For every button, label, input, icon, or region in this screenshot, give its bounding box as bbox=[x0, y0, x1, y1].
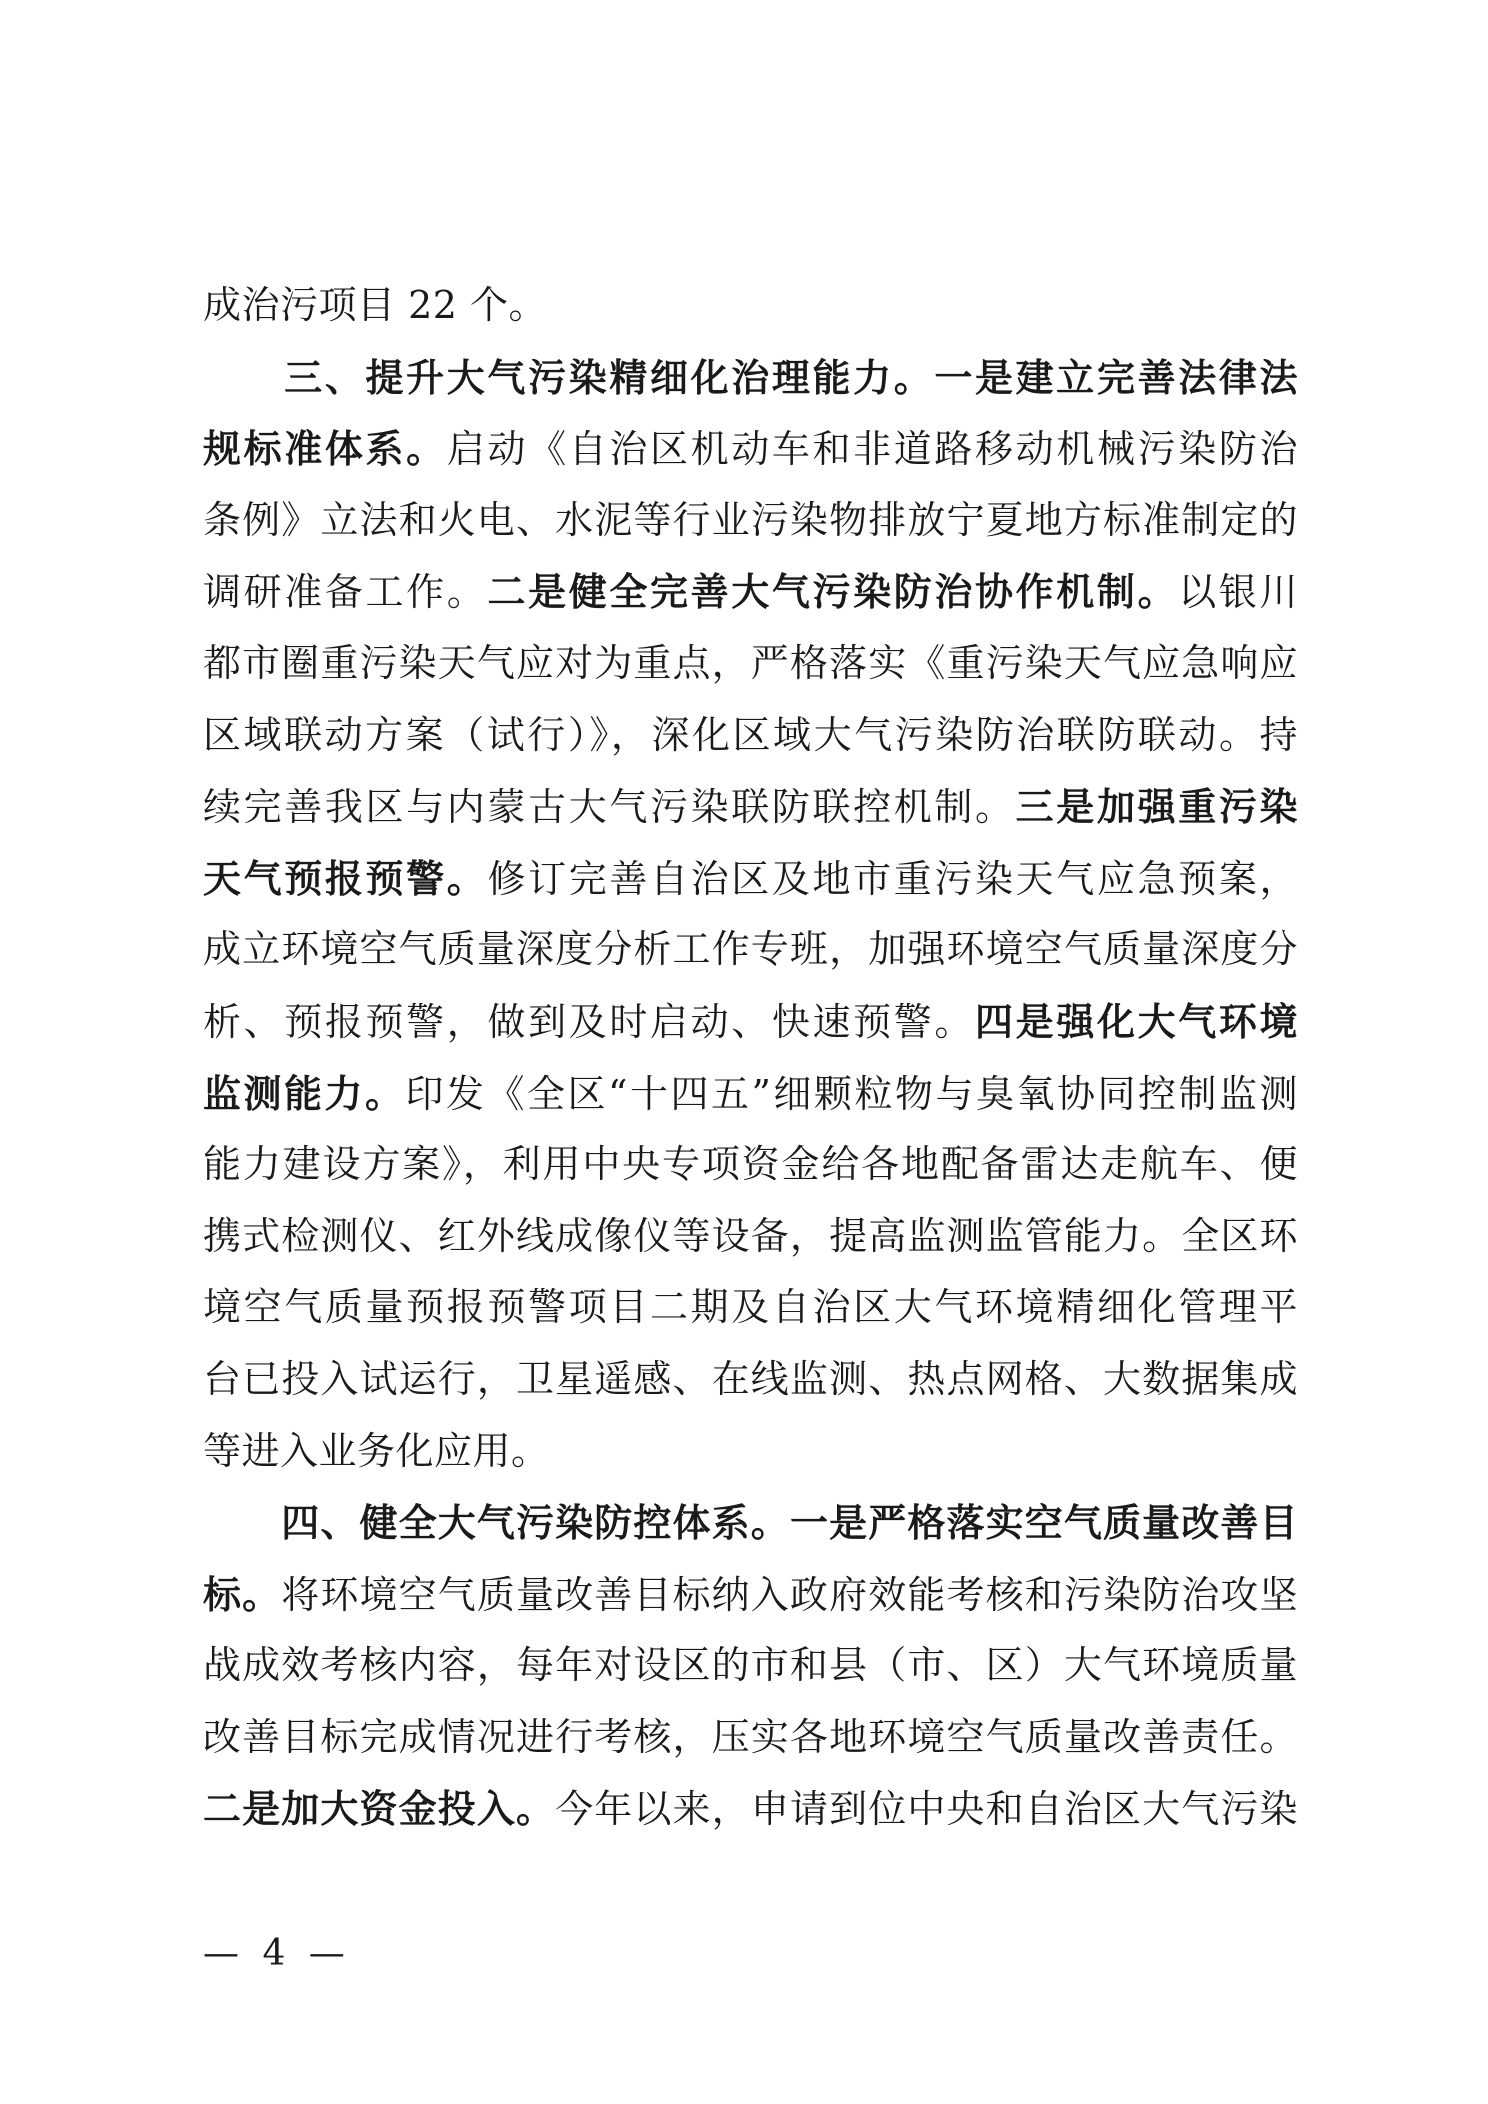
text-segment: 区域联动方案（试行）》，深化区域大气污染防治联防联动。持 bbox=[203, 712, 1298, 757]
text-line bbox=[203, 843, 1298, 915]
bold-text-segment: 监测能力。 bbox=[203, 1070, 406, 1116]
text-segment: 台已投入试运行，卫星遥感、在线监测、热点网格、大数据集成 bbox=[203, 1356, 1298, 1401]
text-line bbox=[203, 1630, 1298, 1702]
text-segment: 今年以来，申请到位中央和自治区大气污染 bbox=[555, 1787, 1298, 1832]
text-line bbox=[203, 1201, 1298, 1273]
text-segment: 携式检测仪、红外线成像仪等设备，提高监测监管能力。全区环 bbox=[203, 1213, 1298, 1258]
bold-text-segment: 二是加大资金投入。 bbox=[203, 1786, 556, 1832]
text-line bbox=[203, 1702, 1298, 1774]
body-text bbox=[203, 270, 1298, 1845]
text-line bbox=[203, 700, 1298, 772]
text-line bbox=[203, 1344, 1298, 1416]
text-segment: 成治污项目 22 个。 bbox=[203, 283, 548, 327]
text-segment: 启动《自治区机动车和非道路移动机械污染防治 bbox=[446, 427, 1298, 472]
text-line bbox=[203, 771, 1298, 843]
text-line bbox=[203, 1272, 1298, 1344]
text-segment: 修订完善自治区及地市重污染天气应急预案， bbox=[487, 856, 1298, 901]
text-line bbox=[203, 1058, 1298, 1130]
text-segment: 都市圈重污染天气应对为重点，严格落实《重污染天气应急响应 bbox=[203, 640, 1298, 685]
text-line bbox=[203, 1129, 1298, 1201]
text-line bbox=[203, 485, 1298, 557]
text-line bbox=[203, 1559, 1298, 1631]
bold-text-segment: 一是严格落实空气质量改善目 bbox=[789, 1500, 1298, 1546]
bold-text-segment: 标。 bbox=[203, 1571, 282, 1617]
text-line bbox=[203, 413, 1298, 485]
bold-text-segment: 三是加强重污染 bbox=[1015, 784, 1298, 830]
bold-text-segment: 四是强化大气环境 bbox=[975, 998, 1298, 1044]
text-segment: 调研准备工作。 bbox=[203, 570, 488, 615]
text-line bbox=[203, 986, 1298, 1058]
bold-text-segment: 天气预报预警。 bbox=[203, 855, 488, 901]
bold-text-segment: 一是建立完善法律法 bbox=[934, 354, 1298, 400]
text-line bbox=[203, 1416, 1298, 1488]
text-segment: 印发《全区“十四五”细颗粒物与臭氧协同控制监测 bbox=[405, 1071, 1298, 1116]
text-segment: 境空气质量预报预警项目二期及自治区大气环境精细化管理平 bbox=[203, 1285, 1298, 1330]
text-segment: 改善目标完成情况进行考核，压实各地环境空气质量改善责任。 bbox=[203, 1714, 1298, 1759]
text-line bbox=[203, 342, 1298, 414]
page-number: — 4 — bbox=[203, 1933, 351, 1974]
text-segment: 将环境空气质量改善目标纳入政府效能考核和污染防治攻坚 bbox=[281, 1572, 1298, 1617]
text-segment: 析、预报预警，做到及时启动、快速预警。 bbox=[203, 999, 976, 1044]
text-line bbox=[203, 628, 1298, 700]
text-segment: 续完善我区与内蒙古大气污染联防联控机制。 bbox=[203, 785, 1016, 830]
bold-text-segment: 四、健全大气污染防控体系。 bbox=[203, 1500, 790, 1546]
bold-text-segment: 二是健全完善大气污染防治协作机制。 bbox=[487, 569, 1179, 615]
text-segment: 能力建设方案》，利用中央专项资金给各地配备雷达走航车、便 bbox=[203, 1142, 1298, 1187]
bold-text-segment: 规标准体系。 bbox=[203, 426, 447, 472]
text-line bbox=[203, 270, 1298, 342]
text-line bbox=[203, 914, 1298, 986]
bold-text-segment: 三、提升大气污染精细化治理能力。 bbox=[203, 354, 935, 400]
text-segment: 以银川 bbox=[1178, 570, 1298, 615]
text-segment: 等进入业务化应用。 bbox=[203, 1428, 550, 1473]
text-line bbox=[203, 556, 1298, 628]
text-segment: 成立环境空气质量深度分析工作专班，加强环境空气质量深度分 bbox=[203, 927, 1298, 972]
text-line bbox=[203, 1487, 1298, 1559]
text-segment: 战成效考核内容，每年对设区的市和县（市、区）大气环境质量 bbox=[203, 1643, 1298, 1688]
text-segment: 条例》立法和火电、水泥等行业污染物排放宁夏地方标准制定的 bbox=[203, 497, 1298, 542]
text-line bbox=[203, 1773, 1298, 1845]
